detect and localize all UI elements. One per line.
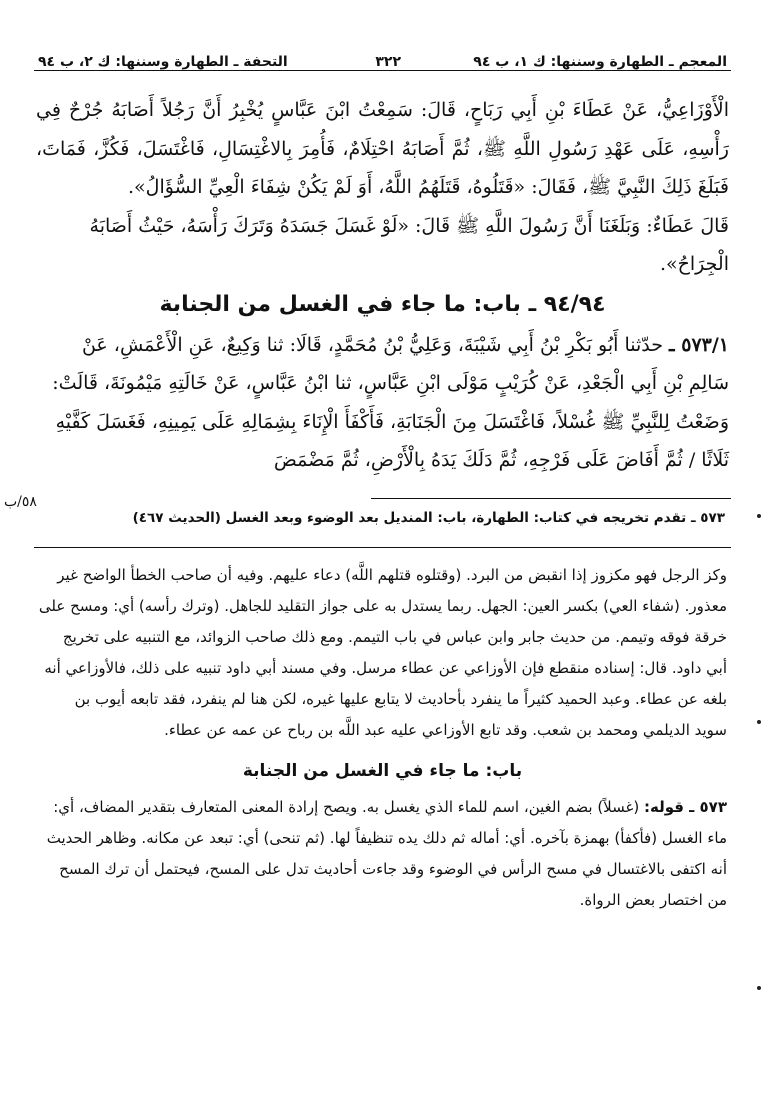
footnote-divider [371,498,731,499]
running-header [34,36,731,71]
scan-mark [757,514,761,518]
hadith-paragraph-1: الْأَوْزَاعِيُّ، عَنْ عَطَاءَ بْنِ أَبِي رَبَاحٍ، قَالَ: سَمِعْتُ ابْنَ عَبَّاسٍ يُخْبِرُ أَنَّ رَجُلاً أَصَابَهُ جُرْحٌ فِي رَأْسِهِ، عَلَى عَهْدِ رَسُولِ اللَّهِ ﷺ، ثُمَّ أَصَابَهُ احْتِلَامٌ، فَأُمِرَ بِالاغْتِسَالِ، فَاغْتَسَلَ، فَكُزَّ، فَمَاتَ، فَبَلَغَ ذَلِكَ النَّبِيَّ ﷺ، فَقَالَ: «قَتَلُوهُ، قَتَلَهُمُ اللَّهُ، أَوَ لَمْ يَكُنْ شِفَاءَ الْعِيِّ السُّؤَالُ». [36,99,729,198]
chapter-title: ٩٤/٩٤ ـ باب: ما جاء في الغسل من الجنابة [159,291,606,317]
header-right: المعجم ـ الطهارة وسننها: ك ١، ب ٩٤ [473,54,727,70]
commentary-subheading: باب: ما جاء في الغسل من الجنابة [242,760,523,781]
footnote: ٥٧٣ ـ تقدم تخريجه في كتاب: الطهارة، باب: المنديل بعد الوضوء وبعد الغسل (الحديث ٤٦٧) [132,509,725,526]
margin-note: ٥٨/ب [4,494,37,510]
header-left: التحفة ـ الطهارة وسننها: ك ٢، ب ٩٤ [38,54,288,70]
commentary-paragraph-2-text: (غسلاً) بضم الغين، اسم للماء الذي يغسل به. ويصح إرادة المعنى المتعارف بتقدير المضاف، أي: ماء الغسل (فأكفأ) بهمزة بآخره. أي: أماله ثم دلك يده تنظيفاً لها. (ثم تنحى) أي: تبعد عن مكانه. وظاهر الحديث أنه اكتفى بالاغتسال في مسح الرأس في الوضوء وقد جاءت أحاديث تدل على المسح، فيحتمل أن ترك المسح من اختصار بعض الرواة. [46,797,727,909]
scan-mark [757,986,761,990]
hadith-text-block [34,91,731,480]
hadith-number: ٥٧٣/١ ـ [669,333,729,356]
hadith-573 [36,326,729,480]
commentary-paragraph-2 [38,792,727,916]
commentary-lead: ٥٧٣ ـ قوله: [644,797,727,816]
commentary-paragraph-1: وكز الرجل فهو مكزوز إذا انقبض من البرد. (وقتلوه قتلهم اللَّه) دعاء عليهم. وفيه أن صاحب الخطأ الواضح غير معذور. (شفاء العي) بكسر العين: الجهل. ربما يستدل به على جواز التقليد للجاهل. (وترك رأسه) أي: ومسح على خرقة فوقه وتيمم. من حديث جابر وابن عباس في باب التيمم. ومع ذلك صاحب الزوائد، مع التنبيه على تخريج أبي داود. قال: إسناده منقطع فإن الأوزاعي عن عطاء مرسل. وفي مسند أبي داود تنبيه على ذلك، فالأوزاعي أنه بلغه عن عطاء. وعبد الحميد كثيراً ما ينفرد بأحاديث لا يتابع عليها غيره، لكن هنا لم ينفرد، فقد تابعه أيوب بن سويد الديلمي ومحمد بن شعب. وقد تابع الأوزاعي عليه عبد اللَّه بن رباح عن عمه عن عطاء. [38,565,727,739]
commentary-divider [34,547,731,548]
commentary-block [34,560,731,916]
hadith-paragraph-2: قَالَ عَطَاءٌ: وَبَلَغَنَا أَنَّ رَسُولَ اللَّهِ ﷺ قَالَ: «لَوْ غَسَلَ جَسَدَهُ وَتَرَكَ رَأْسَهُ، حَيْثُ أَصَابَهُ الْجِرَاحُ». [89,214,729,275]
hadith-573-text: حدّثنا أَبُو بَكْرِ بْنُ أَبِي شَيْبَةَ، وَعَلِيُّ بْنُ مُحَمَّدٍ، قَالَا: ثنا وَكِيعٌ، عَنِ الْأَعْمَشِ، عَنْ سَالِمِ بْنِ أَبِي الْجَعْدِ، عَنْ كُرَيْبٍ مَوْلَى ابْنِ عَبَّاسٍ، ثنا ابْنُ عَبَّاسٍ، عَنْ خَالَتِهِ مَيْمُونَةَ، قَالَتْ: وَضَعْتُ لِلنَّبِيِّ ﷺ غُسْلاً، فَاغْتَسَلَ مِنَ الْجَنَابَةِ، فَأَكْفَأَ الْإِنَاءَ بِشِمَالِهِ عَلَى يَمِينِهِ، فَغَسَلَ كَفَّيْهِ ثَلَاثًا / ثُمَّ أَفَاضَ عَلَى فَرْجِهِ، ثُمَّ دَلَكَ يَدَهُ بِالْأَرْضِ، ثُمَّ مَضْمَضَ [52,333,729,471]
page-number: ٣٢٢ [375,54,401,70]
scan-mark [757,720,761,724]
page [4,36,731,1076]
